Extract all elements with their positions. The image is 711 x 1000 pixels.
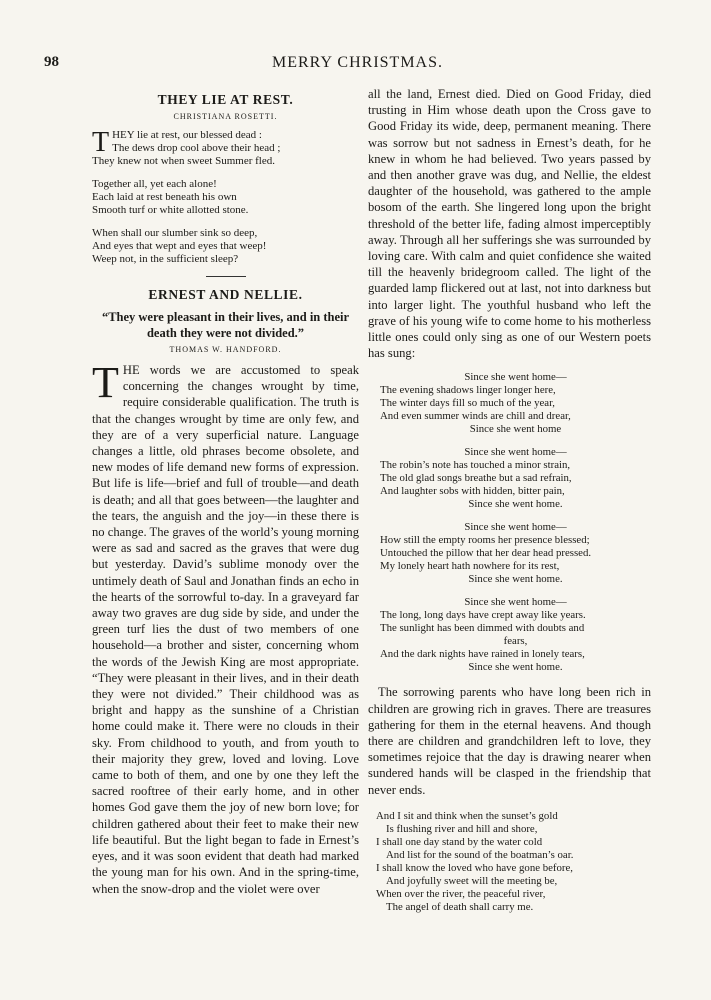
poem-line: And I sit and think when the sunset’s gold <box>376 809 558 822</box>
poem-line: fears, <box>503 635 528 648</box>
poem-stanza-3 <box>92 227 359 266</box>
poem-line: And laughter sobs with hidden, bitter pain, <box>380 485 565 498</box>
paragraph-text: HE words we are accustomed to speak concerning the changes wrought by time, require considerable qualification. The truth is that the changes wrought by time are only few, and they are of a very superficial nature. Language changes a little, old phrases become obsolete, and new modes of life demand new forms of expression. But life is life—brief and full of trouble—and death is death; and all that goes between—the laughter and the tears, the anguish and the joy—in these there is no change. The graves of the world’s young morning were as sad and sacred as the graves that were dug but yesterday. David’s sublime monody over the untimely death of Saul and Jonathan finds an echo in the hearts of the sorrowful to-day. In a graveyard far away two graves are dug side by side, and under the green turf lies the dust of two members of one household—a brother and sister, concerning whom the words of the Jewish King are most appropriate. “They were pleasant in their lives, and in their death they were not divided.” Their childhood was as bright and happy as the sunshine of a Christian home could make it. There were no clouds in their sky. From childhood to youth, and from youth to their majority they grew, loved and loving. Love came to both of them, and one by one they left the sacred rooftree of their early home, and in other homes God gave them the joy of new born love; for children gathered about their feet to make their new life beautiful. But the light began to fade in Ernest’s eyes, and it was soon evident that death had marked the young man for his own. And in the spring-time, when the snow-drop and the violet were over <box>92 363 359 896</box>
right-column <box>368 86 651 914</box>
poem-line: The sunlight has been dimmed with doubts and <box>380 622 585 635</box>
article-paragraph-1 <box>92 358 359 897</box>
poem-line: HEY lie at rest, our blessed dead : <box>112 129 262 141</box>
poem-line: Since she went home. <box>468 573 563 586</box>
poem-line: The robin’s note has touched a minor strain, <box>380 459 571 472</box>
article-paragraph-2: all the land, Ernest died. Died on Good Friday, died trusting in Him whose death upon the Cross gave to Good Friday its wide, deep, permanent meaning. There was sorrow but not sadness in Ernest’s death, for he knew in whom he had believed. Two years passed by and then another grave was dug, and Nellie, the eldest daughter of the household, was gathered to the ample bosom of the earth. She lingered long upon the bright threshold of the better life, fading almost imperceptibly away. Through all her sufferings she was surrounded by loving care. With calm and quiet confidence she waited till the heavenly bridegroom called. The light of the guarded lamp flickered out at last, not into darkness but into larger light. The youthful husband who left the grave of his young wife to come home to his motherless little ones could only sing as one of our Western poets has sung: <box>368 87 651 361</box>
poem-stanza-2 <box>92 178 359 217</box>
quoted-poem <box>380 371 651 674</box>
quoted-poem-stanza-2 <box>380 446 651 511</box>
poem-line: Weep not, in the sufficient sleep? <box>92 253 239 265</box>
poem-line: Since she went home— <box>464 521 567 534</box>
poem-line: Each laid at rest beneath his own <box>92 191 237 203</box>
poem-line: The long, long days have crept away like years. <box>380 609 586 622</box>
poem-line: How still the empty rooms her presence blessed; <box>380 534 590 547</box>
poem-line: When over the river, the peaceful river, <box>376 887 546 900</box>
poem-line: Smooth turf or white allotted stone. <box>92 204 249 216</box>
poem-line: My lonely heart hath nowhere for its rest, <box>380 560 560 573</box>
poem-line: And list for the sound of the boatman’s oar. <box>386 848 574 861</box>
poem-line: The old glad songs breathe but a sad refrain, <box>380 472 572 485</box>
section-divider <box>206 276 246 277</box>
drop-cap: T <box>92 358 119 407</box>
quoted-poem-stanza-1 <box>380 371 651 436</box>
poem-line: The angel of death shall carry me. <box>386 900 534 913</box>
page-header <box>44 54 671 76</box>
poem-stanza-1 <box>92 129 359 168</box>
poem-line: Since she went home— <box>464 446 567 459</box>
poem-line: And the dark nights have rained in lonely tears, <box>380 648 585 661</box>
poem-line: I shall one day stand by the water cold <box>376 835 543 848</box>
quoted-poem-stanza-4 <box>380 596 651 674</box>
left-column <box>92 86 359 897</box>
poem-line: Since she went home. <box>468 498 563 511</box>
closing-poem <box>376 810 651 914</box>
poem-author: CHRISTIANA ROSETTI. <box>173 112 278 121</box>
poem-line: They knew not when sweet Summer fled. <box>92 155 275 167</box>
article-paragraph-3: The sorrowing parents who have long been rich in children are growing rich in graves. There are treasures gathering for them in the eternal heavens. And though there are children and grandchildren left to love, they sometimes rejoice that the day is drawing nearer when sundered hands will be clasped in the friendship that never ends. <box>368 685 651 797</box>
poem-line: And joyfully sweet will the meeting be, <box>386 874 558 887</box>
poem-line: And eyes that wept and eyes that weep! <box>92 240 267 252</box>
poem-line: Since she went home— <box>464 596 567 609</box>
page-number: 98 <box>44 54 59 70</box>
article-title: ERNEST AND NELLIE. <box>148 287 303 302</box>
poem-line: Since she went home <box>469 423 562 436</box>
article-author: THOMAS W. HANDFORD. <box>169 345 282 354</box>
drop-cap: T <box>92 127 110 158</box>
poem-title: THEY LIE AT REST. <box>157 92 294 107</box>
poem-line: Together all, yet each alone! <box>92 178 217 190</box>
poem-line: Since she went home. <box>468 661 563 674</box>
poem-line: I shall know the loved who have gone before, <box>376 861 573 874</box>
poem-line: The winter days fill so much of the year, <box>380 397 555 410</box>
quoted-poem-stanza-3 <box>380 521 651 586</box>
poem-line: The dews drop cool above their head ; <box>112 142 281 154</box>
poem-line: When shall our slumber sink so deep, <box>92 227 258 239</box>
poem-line: And even summer winds are chill and drear, <box>380 410 571 423</box>
running-title: MERRY CHRISTMAS. <box>272 54 443 71</box>
poem-line: Since she went home— <box>464 371 567 384</box>
poem-line: Untouched the pillow that her dear head pressed. <box>380 547 592 560</box>
poem-line: Is flushing river and hill and shore, <box>386 822 538 835</box>
article-epigraph: “They were pleasant in their lives, and in their death they were not divided.” <box>101 310 350 340</box>
poem-line: The evening shadows linger longer here, <box>380 384 556 397</box>
